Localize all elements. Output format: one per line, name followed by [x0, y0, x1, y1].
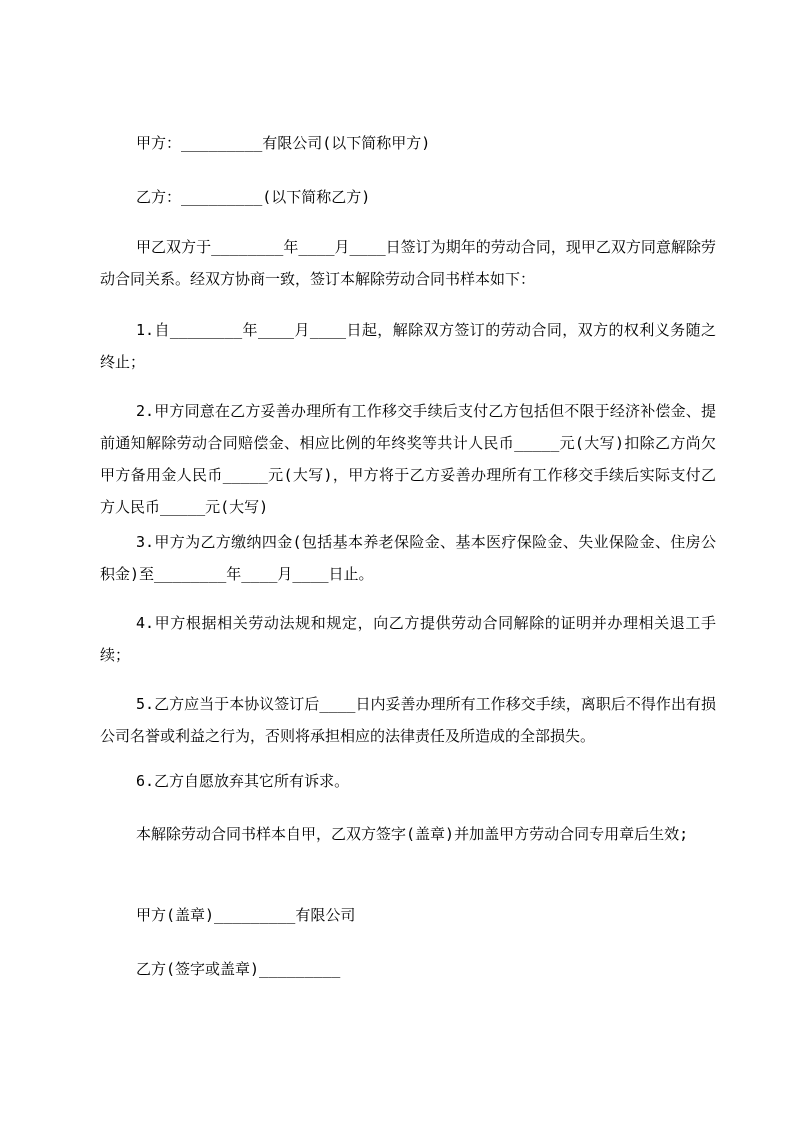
clause-2: 2.甲方同意在乙方妥善办理所有工作移交手续后支付乙方包括但不限于经济补偿金、提前通知解除劳动合同赔偿金、相应比例的年终奖等共计人民币_____元(大写)扣除乙方尚欠甲方备用金人民币_____元(大写)，甲方将于乙方妥善办理所有工作移交手续后实际支付乙方人民币_____元(大写): [100, 402, 716, 516]
clause-5: 5.乙方应当于本协议签订后____日内妥善办理所有工作移交手续，离职后不得作出有损公司名誉或利益之行为，否则将承担相应的法律责任及所造成的全部损失。: [100, 695, 716, 745]
clause-6: 6.乙方自愿放弃其它所有诉求。: [136, 772, 350, 790]
closing-paragraph: 本解除劳动合同书样本自甲，乙双方签字(盖章)并加盖甲方劳动合同专用章后生效;: [136, 825, 689, 843]
signature-party-a: 甲方(盖章)_________有限公司: [136, 906, 356, 924]
clause-1: 1.自________年____月____日起，解除双方签订的劳动合同，双方的权利义务随之终止；: [100, 321, 716, 371]
party-a-line: 甲方：_________有限公司(以下简称甲方): [136, 134, 431, 152]
party-b-line: 乙方：_________(以下简称乙方): [136, 188, 371, 206]
intro-paragraph: 甲乙双方于________年____月____日签订为期年的劳动合同，现甲乙双方同意解除劳动合同关系。经双方协商一致，签订本解除劳动合同书样本如下：: [100, 238, 716, 288]
clause-3: 3.甲方为乙方缴纳四金(包括基本养老保险金、基本医疗保险金、失业保险金、住房公积金)至________年____月____日止。: [100, 533, 716, 583]
clause-4: 4.甲方根据相关劳动法规和规定，向乙方提供劳动合同解除的证明并办理相关退工手续；: [100, 614, 716, 664]
signature-party-b: 乙方(签字或盖章)_________: [136, 960, 341, 978]
